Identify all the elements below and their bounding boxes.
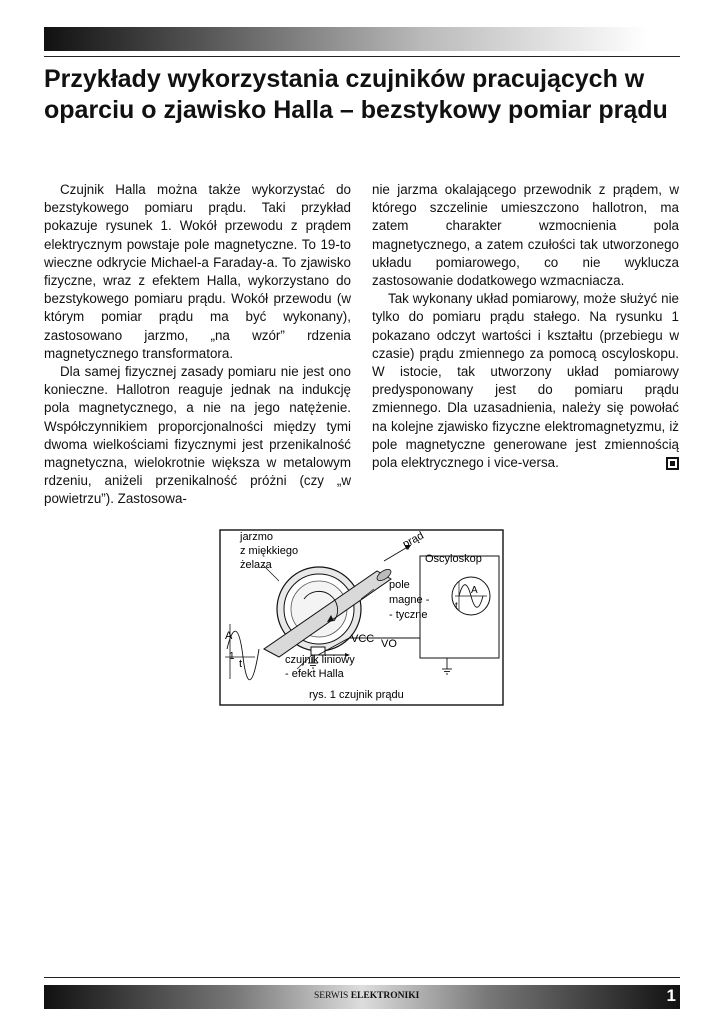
text-column-left [44,181,351,509]
label-current: prąd [400,529,426,551]
label-oscilloscope: Oscyloskop [425,553,482,565]
label-yoke: żelaza [240,559,272,571]
paragraph: Dla samej fizycznej zasady pomiaru nie jest ono konieczne. Hallotron reaguje jednak na indukcję pola magnetycznego, a nie na jego natężenie. Współczynnikiem proporcjonalności między tymi dwoma wielkościami fizycznymi jest przenikalność magnetyczna, wielokrotnie większa w metalowym rdzeniu, aniżeli przenikalność próżni (czy „w powietrzu”). Zastosowa- [44,364,351,507]
page-number: 1 [666,986,676,1005]
label-field: - tyczne [389,609,428,621]
text-column-right [372,181,679,472]
label-yoke: z miękkiego [240,545,299,557]
paragraph [372,290,679,472]
label-field: magne - [389,594,430,606]
label-axis-t: t [239,658,243,670]
footer-brand [314,991,424,1001]
label-axis-a: A [225,630,233,642]
footer-brand-plain: SERWIS [314,991,349,1001]
label-sensor: - efekt Halla [285,668,344,680]
label-vcc: VCC [351,633,375,645]
label-sensor: czujnik liniowy [285,654,355,666]
label-vo: VO [381,638,397,650]
label-yoke: jarzmo [240,531,274,543]
label-axis-one: 1 [229,651,235,662]
article-title: Przykłady wykorzystania czujników pracujących w oparciu o zjawisko Halla – bezstykowy pomiar prądu [44,65,668,124]
footer-rule [44,977,680,978]
end-of-article-icon [666,457,679,470]
paragraph: Czujnik Halla można także wykorzystać do bezstykowego pomiaru prądu. Taki przykład pokazuje rysunek 1. Wokół przewodu z prądem elektrycznym powstaje pole magnetyczne. To 19-to wieczne odkrycie Michael-a Faraday-a. To zjawisko fizyczne, wraz z efektem Halla, wykorzystano do bezstykowego pomiaru prądu. Wokół przewodu (w którym pomiar prądu ma być wykonany), zastosowano jarzmo, „na wzór” rdzenia magnetycznego transformatora. [44,182,351,361]
header-gradient-bar [44,27,680,51]
header-rule [44,56,680,57]
paragraph: nie jarzma okalającego przewodnik z prądem, w którego szczelinie umieszczono hallotron, ma zatem charakter wzmocnienia pola magnetycznego, a zatem czułości tak utworzonego układu pomiarowego, co nie wyklucza zastosowanie dodatkowego wzmacniacza. [372,182,679,289]
label-scope-t: t [455,601,458,612]
figure-current-sensor [219,529,504,706]
paragraph-text: Tak wykonany układ pomiarowy, może służyć nie tylko do pomiaru prądu stałego. Na rysunku 1 pokazano odczyt wartości i kształtu (przebiegu w czasie) prądu zmiennego za pomocą oscyloskopu. W istocie, tak utworzony układ pomiarowy predysponowany jest do pomiaru prądu zmiennego. Dla uzasadnienia, należy się powołać na kolejne zjawisko fizyczne elektromagnetyzmu, iż pole magnetyczne generowane jest zmiennością pola elektrycznego i vice-versa. [372,291,679,471]
label-field: pole [389,579,410,591]
label-scope-a: A [471,585,478,596]
footer-brand-bold: ELEKTRONIKI [350,991,420,1001]
figure-caption: rys. 1 czujnik prądu [309,689,404,701]
